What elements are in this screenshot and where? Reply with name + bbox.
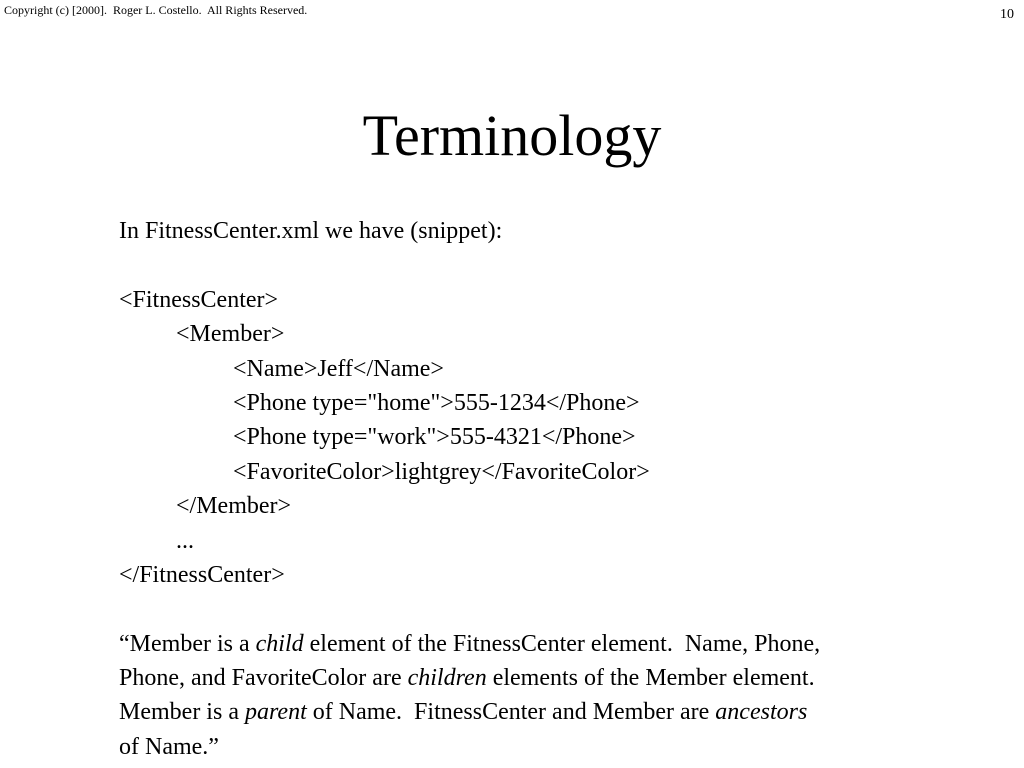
code-line-member-close: </Member>	[176, 493, 292, 520]
copyright-notice: Copyright (c) [2000]. Roger L. Costello. All Rights Reserved.	[4, 3, 308, 17]
code-line-ellipsis: ...	[176, 527, 194, 554]
code-line-favoritecolor: <FavoriteColor>lightgrey</FavoriteColor>	[233, 458, 650, 485]
intro-text: In FitnessCenter.xml we have (snippet):	[119, 218, 503, 244]
code-line-fitnesscenter-close: </FitnessCenter>	[119, 561, 285, 588]
code-line-member-open: <Member>	[176, 321, 285, 348]
quote-line-3	[119, 695, 979, 729]
code-line-phone-home: <Phone type="home">555-1234</Phone>	[233, 389, 640, 416]
quote-text: Phone, and FavoriteColor are	[119, 665, 408, 692]
code-line-fitnesscenter-open: <FitnessCenter>	[119, 286, 279, 313]
quote-line-1	[119, 627, 979, 661]
term-child: child	[255, 630, 304, 657]
quote-text: elements of the Member element.	[486, 665, 815, 692]
slide-body	[119, 214, 999, 764]
quote-text: “Member is a	[119, 630, 256, 657]
spacer	[119, 248, 999, 282]
code-line-name: <Name>Jeff</Name>	[233, 355, 444, 382]
quote-text: of Name. FitnessCenter and Member are	[306, 699, 716, 726]
term-children: children	[407, 665, 487, 692]
term-parent: parent	[244, 699, 307, 726]
spacer	[119, 592, 999, 626]
term-ancestors: ancestors	[715, 699, 808, 726]
slide-title: Terminology	[362, 103, 662, 168]
terminology-quote	[119, 627, 979, 765]
quote-line-2	[119, 661, 979, 695]
page-number: 10	[1000, 7, 1014, 22]
code-line-phone-work: <Phone type="work">555-4321</Phone>	[233, 424, 636, 451]
quote-line-4: of Name.”	[119, 733, 219, 760]
quote-text: element of the FitnessCenter element. Name, Phone,	[303, 630, 821, 657]
quote-text: Member is a	[119, 699, 245, 726]
